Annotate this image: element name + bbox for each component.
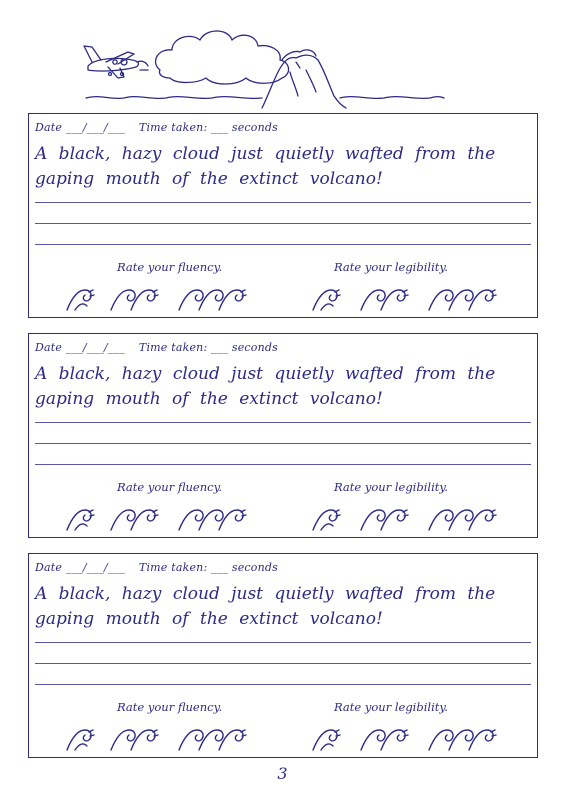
date-field[interactable]: Date ___/___/___ bbox=[35, 341, 125, 354]
legibility-label: Rate your legibility. bbox=[334, 480, 449, 494]
model-sentence: A black, hazy cloud just quietly wafted from the gaping mouth of the extinct volcano! bbox=[35, 584, 496, 629]
fluency-rating-1-wave-icon[interactable] bbox=[67, 290, 94, 310]
practice-panel-2 bbox=[28, 333, 538, 538]
legibility-rating-3-wave-icon[interactable] bbox=[429, 510, 496, 530]
legibility-rating-2-wave-icon[interactable] bbox=[361, 730, 408, 750]
fluency-label: Rate your fluency. bbox=[117, 260, 223, 274]
model-sentence: A black, hazy cloud just quietly wafted from the gaping mouth of the extinct volcano! bbox=[35, 144, 496, 189]
writing-line[interactable] bbox=[35, 244, 531, 245]
writing-line[interactable] bbox=[35, 422, 531, 423]
panel-3-meta bbox=[35, 561, 278, 574]
legibility-rating-1-wave-icon[interactable] bbox=[313, 510, 340, 530]
volcano-icon bbox=[262, 50, 346, 108]
fluency-rating-1-wave-icon[interactable] bbox=[67, 510, 94, 530]
fluency-rating-3-wave-icon[interactable] bbox=[179, 290, 246, 310]
legibility-rating-1-wave-icon[interactable] bbox=[313, 290, 340, 310]
time-taken-field[interactable]: Time taken: ___ seconds bbox=[138, 561, 278, 574]
sea-waves-icon bbox=[86, 97, 444, 99]
panel-2-meta bbox=[35, 341, 278, 354]
panel-1-meta bbox=[35, 121, 278, 134]
fluency-rating-2-wave-icon[interactable] bbox=[111, 290, 158, 310]
fluency-rating-3-wave-icon[interactable] bbox=[179, 730, 246, 750]
practice-panel-3 bbox=[28, 553, 538, 758]
date-field[interactable]: Date ___/___/___ bbox=[35, 561, 125, 574]
airplane-icon bbox=[84, 46, 148, 78]
time-taken-field[interactable]: Time taken: ___ seconds bbox=[138, 121, 278, 134]
legibility-rating-2-wave-icon[interactable] bbox=[361, 290, 408, 310]
legibility-rating-3-wave-icon[interactable] bbox=[429, 290, 496, 310]
time-taken-field[interactable]: Time taken: ___ seconds bbox=[138, 341, 278, 354]
legibility-rating-3-wave-icon[interactable] bbox=[429, 730, 496, 750]
writing-line[interactable] bbox=[35, 663, 531, 664]
writing-line[interactable] bbox=[35, 464, 531, 465]
header-illustration bbox=[0, 0, 565, 112]
fluency-rating-2-wave-icon[interactable] bbox=[111, 510, 158, 530]
rating-waves bbox=[29, 284, 539, 314]
fluency-rating-1-wave-icon[interactable] bbox=[67, 730, 94, 750]
model-sentence: A black, hazy cloud just quietly wafted from the gaping mouth of the extinct volcano! bbox=[35, 364, 496, 409]
writing-line[interactable] bbox=[35, 202, 531, 203]
rating-waves bbox=[29, 724, 539, 754]
fluency-label: Rate your fluency. bbox=[117, 480, 223, 494]
writing-line[interactable] bbox=[35, 642, 531, 643]
practice-panel-1 bbox=[28, 113, 538, 318]
date-field[interactable]: Date ___/___/___ bbox=[35, 121, 125, 134]
writing-line[interactable] bbox=[35, 223, 531, 224]
fluency-rating-3-wave-icon[interactable] bbox=[179, 510, 246, 530]
rating-waves bbox=[29, 504, 539, 534]
cloud-icon bbox=[156, 31, 289, 84]
legibility-rating-1-wave-icon[interactable] bbox=[313, 730, 340, 750]
legibility-rating-2-wave-icon[interactable] bbox=[361, 510, 408, 530]
writing-line[interactable] bbox=[35, 684, 531, 685]
fluency-label: Rate your fluency. bbox=[117, 700, 223, 714]
fluency-rating-2-wave-icon[interactable] bbox=[111, 730, 158, 750]
page-number: 3 bbox=[277, 764, 288, 783]
writing-line[interactable] bbox=[35, 443, 531, 444]
legibility-label: Rate your legibility. bbox=[334, 700, 449, 714]
legibility-label: Rate your legibility. bbox=[334, 260, 449, 274]
